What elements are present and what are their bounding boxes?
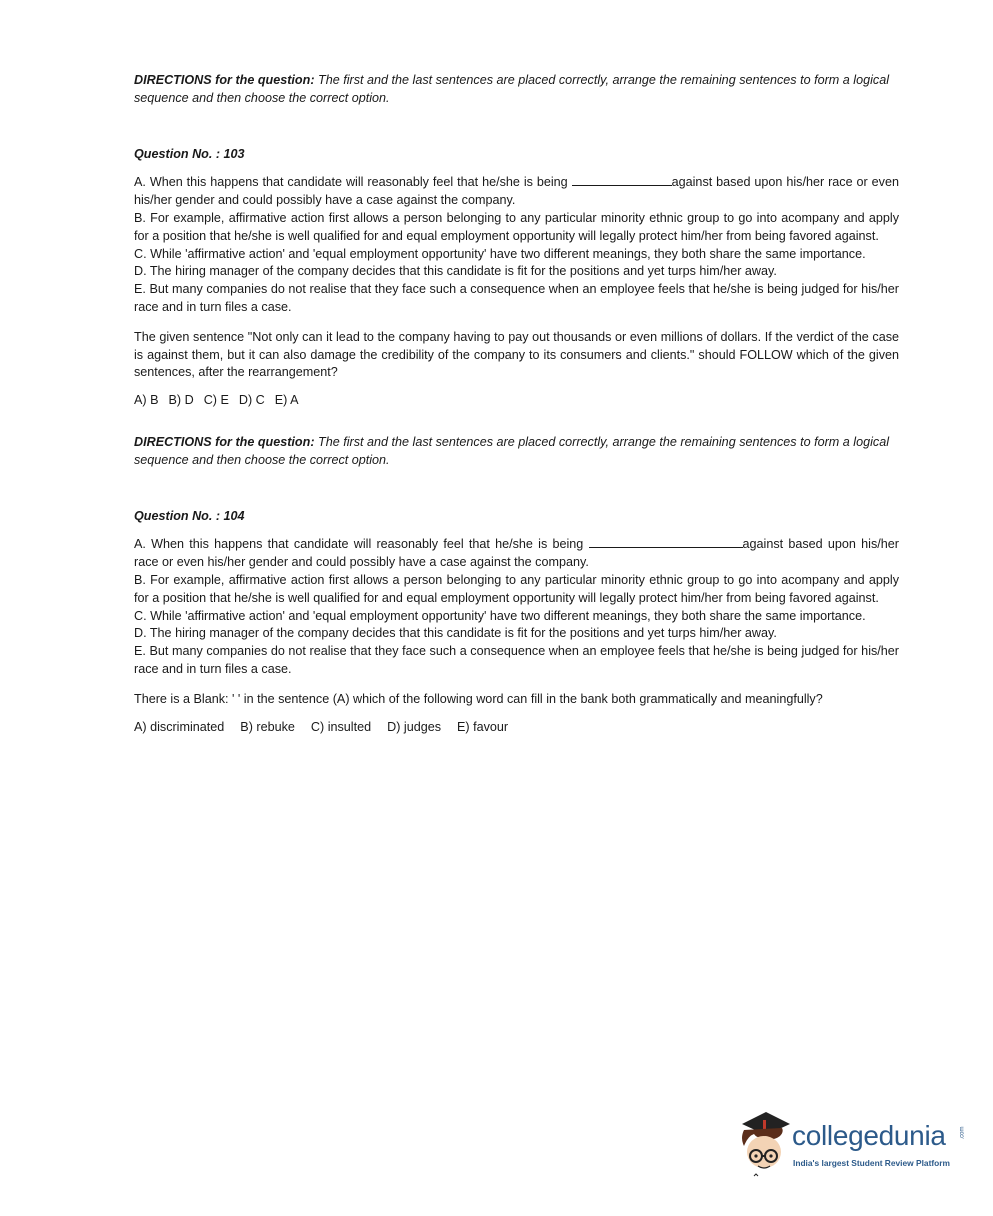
- question-title-103: Question No. : 103: [134, 146, 245, 161]
- option-a: A) B: [134, 393, 159, 408]
- logo-wordmark: collegedunia: [792, 1120, 946, 1151]
- option-d: D) judges: [387, 719, 442, 734]
- options-104: [134, 719, 899, 737]
- option-a: A) discriminated: [134, 719, 225, 734]
- sentence-b-104: B. For example, affirmative action first allows a person belonging to any particular minority ethnic group to go into acompany and apply for a position that he/she is well qualified for and equal employment opportunity will legally protect him/her from being favored against.: [134, 572, 899, 605]
- sentence-e-104: E. But many companies do not realise that they face such a consequence when an employee feels that he/she is being judged for his/her race and in turn files a case.: [134, 644, 899, 676]
- sentence-b-103: B. For example, affirmative action first allows a person belonging to any particular minority ethnic group to go into acompany and apply for a position that he/she is well qualified for and equal employment opportunity will legally protect him/her from being favored against.: [134, 210, 899, 243]
- question-title-104: Question No. : 104: [134, 508, 245, 523]
- sentence-a-end: against based upon his/her race or even his/her gender and could possibly have a case against the company.: [134, 537, 899, 570]
- sentence-a-end: against based upon his/her race or even his/her gender and could possibly have a case against the company.: [134, 175, 899, 208]
- sentence-a-start: A. When this happens that candidate will reasonably feel that he/she is being: [134, 537, 589, 552]
- sentence-a-start: A. When this happens that candidate will reasonably feel that he/she is being: [134, 175, 572, 190]
- mascot-icon: [736, 1108, 792, 1180]
- option-e: E) A: [274, 393, 299, 408]
- directions-103: [134, 72, 899, 108]
- directions-104: [134, 434, 899, 470]
- directions-label: DIRECTIONS for the question:: [134, 434, 315, 449]
- option-d: D) C: [238, 393, 265, 408]
- sentence-a-104: [134, 536, 899, 572]
- option-c: C) insulted: [310, 719, 372, 734]
- option-c: C) E: [203, 393, 229, 408]
- sentence-a-103: [134, 174, 899, 210]
- options-103: [134, 392, 899, 410]
- question-prompt-103: The given sentence "Not only can it lead to the company having to pay out thousands or even millions of dollars. If the verdict of the case is against them, but it can also damage the credibility of the company to its consumers and clients." should FOLLOW which of the given sentences, after the rearrangement?: [134, 329, 899, 380]
- blank-line: [589, 546, 743, 548]
- directions-text: The first and the last sentences are placed correctly, arrange the remaining sentences to form a logical sequence and then choose the correct option.: [134, 434, 889, 467]
- option-b: B) rebuke: [240, 719, 295, 734]
- sentence-d-104: D. The hiring manager of the company decides that this candidate is fit for the positions and yet turps him/her away.: [134, 626, 777, 641]
- logo-com: .com: [959, 1126, 966, 1140]
- logo-tagline: India's largest Student Review Platform: [793, 1158, 950, 1168]
- question-prompt-104: There is a Blank: ' ' in the sentence (A) which of the following word can fill in the bank both grammatically and meaningfully?: [134, 691, 823, 706]
- sentence-d-103: D. The hiring manager of the company decides that this candidate is fit for the positions and yet turps him/her away.: [134, 264, 777, 279]
- sentence-c-104: C. While 'affirmative action' and 'equal employment opportunity' have two different meanings, they both share the same importance.: [134, 608, 866, 623]
- directions-label: DIRECTIONS for the question:: [134, 73, 315, 87]
- sentence-c-103: C. While 'affirmative action' and 'equal employment opportunity' have two different meanings, they both share the same importance.: [134, 246, 866, 261]
- directions-text: The first and the last sentences are placed correctly, arrange the remaining sentences to form a logical sequence and then choose the correct option.: [134, 73, 889, 105]
- document-page: [134, 72, 899, 760]
- option-b: B) D: [168, 393, 194, 408]
- sentence-e-103: E. But many companies do not realise that they face such a consequence when an employee feels that he/she is being judged for his/her race and in turn files a case.: [134, 282, 899, 314]
- collegedunia-logo: [736, 1108, 966, 1184]
- option-e: E) favour: [457, 719, 509, 734]
- blank-line: [572, 184, 672, 186]
